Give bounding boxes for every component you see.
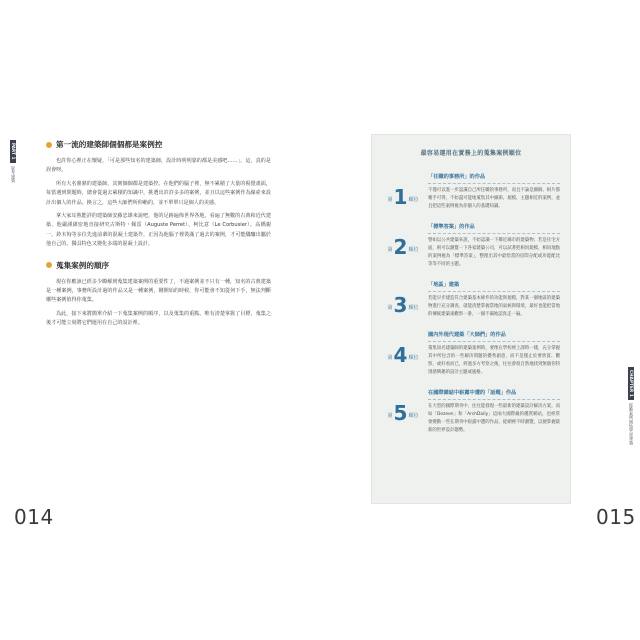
- section-marker-icon: [46, 262, 52, 268]
- rank-text: [424, 223, 560, 269]
- rank-digit: 4: [393, 343, 408, 367]
- rank-text: [424, 173, 560, 211]
- rank-digit: 1: [393, 185, 408, 209]
- rank-item: [382, 331, 560, 377]
- rank-prefix: 第: [387, 247, 393, 253]
- left-tab-part: PART 1: [10, 140, 16, 163]
- rank-number: [382, 281, 424, 319]
- rank-prefix: 第: [387, 413, 393, 419]
- rank-number: [382, 223, 424, 269]
- rank-heading: 「任職的事務所」的作品: [428, 173, 560, 184]
- rank-suffix: 順位: [408, 197, 419, 203]
- right-tab-name: 從範案例開始學習建築: [629, 402, 634, 445]
- rank-prefix: 第: [387, 305, 393, 311]
- section-title-2: [46, 260, 271, 271]
- page-number-left: 014: [14, 505, 54, 529]
- rank-number: [382, 331, 424, 377]
- rank-text: [424, 281, 560, 319]
- rank-digit: 2: [393, 235, 408, 259]
- paragraph: 所有大名鼎鼎的建築師，其實個個都是建築控。在他們的腦子裡，無不累積了大量的視覺畫面，每當遇到問題時，總會從過去累積的知識中，挑選出許許多多的案例，並且以這些案例作為線索來設計出個人的作品。換言之，這些大師們所仰賴的，並不單單只是個人的美感。: [46, 180, 271, 206]
- rank-text: [424, 389, 560, 435]
- rank-suffix: 順位: [408, 413, 419, 419]
- left-tab-name: 思考建築: [11, 165, 16, 183]
- rank-number: [382, 389, 424, 435]
- rank-description: 譬如以公共建築來說，不妨認識一下鄰近縣市的建築物；若是住宅方面，則可以瀏覽一下各家建築公司，可以試著把相同規模、相同地點的案例視為「標準答案」，整理出其中最恰當的房間分配或功能配比等等不同的主題。: [428, 238, 560, 267]
- left-page-body: [46, 139, 271, 333]
- right-tab-part: CHAPTER 1: [628, 367, 634, 400]
- left-side-tab: [10, 140, 16, 185]
- rank-description: 若能早步建造符合建築基本條件的功能與規模，對某一個地區的建築物進行充分調查，就能清楚掌握當地的氣候與環境，最好也能把當地的傳統建築東觀察一番，一個不漏地認真走一遍。: [428, 296, 560, 317]
- section-title-1-text: 第一流的建築師個個都是案例控: [56, 140, 163, 149]
- rank-prefix: 第: [387, 197, 393, 203]
- paragraph: 拿大家耳熟能詳的建築師安藤忠雄來說吧，他的足跡遍佈世界各地，看遍了無數的古典和近代建築，他嚴謹縝密地直接研究古斯特・佩雷（Auguste Perret）、柯比意（Le Corbusier）、高橋親一、鈴木恂等多位先進前輩的混凝土建築作，正因為他腦子裡裝滿了過去的案例，才可能醞釀出屬於他自己的、獨具特色又變化多端的混凝土設計。: [46, 213, 271, 248]
- rank-number: [382, 173, 424, 211]
- rank-suffix: 順位: [408, 247, 419, 253]
- rank-item: [382, 281, 560, 319]
- rank-heading: 在國際雜誌中崭露中遭的「話題」作品: [428, 389, 560, 400]
- rank-heading: 「地區」建築: [428, 281, 560, 292]
- rank-description: 在大型的國際期刊中，往往能發現一些最新的建築設計解決方案，而如「Dezeen」和「ArchDaily」這兩大國際級的優質網站，也經常會變動一些在期刊中崭露中遭的作品，從網裡不時瀏覽，以便掌握最新的世界設計趨勢。: [428, 404, 560, 433]
- rank-suffix: 順位: [408, 355, 419, 361]
- right-side-tab: [628, 367, 634, 448]
- rank-description: 蒐集知名建築師的建築案例時，要像在學校裡上課時一樣，充分掌握其中所包含的一些解決問題的優秀創意，而不是僅止於要欣賞、觀察，或好看而已，經過多方考察之後，往往會很自然地找到無個你特別感興趣的設計主題或風格。: [428, 346, 560, 375]
- rank-heading: 國內外現代建築「大師們」的作品: [428, 331, 560, 342]
- paragraph: 也許你心裡正在懷疑，「可是那些知名的建築師，設計時明明靠的都是美感吧……」，這，真的是誤會呀。: [46, 158, 271, 174]
- rank-description: 不僅可以進一步認識自己所任職的事務所，而且不論是圖稿、相片都唾手可得，不妨盡可能地蒐集其中細節，規模、主題相近的案例，並且把這些案例視為你個人的基礎知識。: [428, 188, 560, 209]
- rank-heading: 「標準答案」的作品: [428, 223, 560, 234]
- rank-item: [382, 389, 560, 435]
- ranking-panel: [371, 134, 571, 504]
- rank-item: [382, 173, 560, 211]
- page-number-right: 015: [596, 505, 636, 529]
- rank-text: [424, 331, 560, 377]
- rank-item: [382, 223, 560, 269]
- rank-digit: 5: [393, 401, 408, 425]
- section-marker-icon: [46, 142, 52, 148]
- section-title-1: [46, 139, 271, 150]
- paragraph: 現在你應該已經多少瞭解到蒐集建築案例的重要性了，不過案例並不只有一種，知名的古典建築是一種案例，事務所設計過的作品又是一種案例，剛開始的時候，你可能會不知從何下手，無法判斷哪些案例值得你蒐集。: [46, 278, 271, 304]
- rank-digit: 3: [393, 293, 408, 317]
- panel-title: 最容易運用在實務上的蒐集案例順位: [420, 150, 522, 157]
- paragraph: 為此，接下來將簡單介紹一下蒐集案例的順序，以及蒐集的重點。唯有清楚掌握了目標，蒐集之後才可能立刻將它們運用在自己的設計裡。: [46, 310, 271, 327]
- section-title-2-text: 蒐集案例的順序: [56, 260, 110, 270]
- rank-suffix: 順位: [408, 305, 419, 311]
- rank-prefix: 第: [387, 355, 393, 361]
